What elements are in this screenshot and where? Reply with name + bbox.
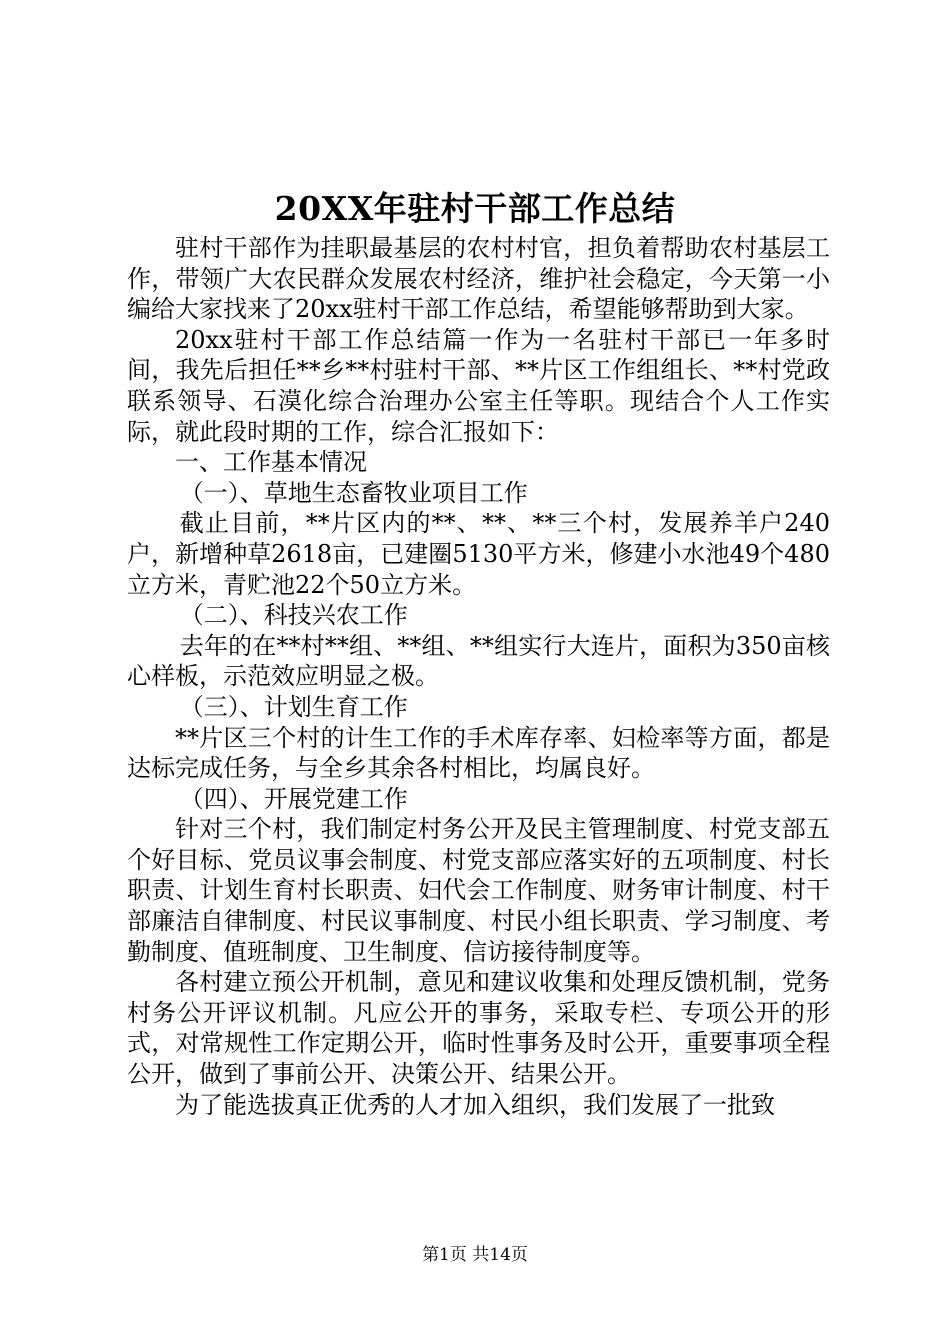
document-title: 20XX年驻村干部工作总结	[274, 189, 676, 228]
paragraph-summary-opening: 20xx驻村干部工作总结篇一作为一名驻村干部已一年多时间，我先后担任**乡**村驻村干部、**片区工作组组长、**村党政联系领导、石漠化综合治理办公室主任等职。现结合个人工作实际，就此段时期的工作，综合汇报如下：	[127, 325, 830, 446]
page-footer: 第1页 共14页	[422, 1245, 528, 1265]
subsection-heading: （四）、开展党建工作	[179, 784, 408, 813]
paragraph: 针对三个村，我们制定村务公开及民主管理制度、村党支部五个好目标、党员议事会制度、村党支部应落实好的五项制度、村长职责、计划生育村长职责、妇代会工作制度、财务审计制度、村干部廉洁自律制度、村民议事制度、村民小组长职责、学习制度、考勤制度、值班制度、卫生制度、信访接待制度等。	[127, 815, 830, 966]
paragraph: 截止目前，**片区内的**、**、**三个村，发展养羊户240户，新增种草2618亩，已建圈5130平方米，修建小水池49个480立方米，青贮池22个50立方米。	[127, 509, 830, 599]
document-body	[127, 233, 830, 1120]
subsection-heading: （三）、计划生育工作	[179, 692, 408, 721]
subsection-heading: （一）、草地生态畜牧业项目工作	[179, 478, 528, 507]
subsection-heading: （二）、科技兴农工作	[179, 601, 408, 630]
paragraph: 为了能选拔真正优秀的人才加入组织，我们发展了一批致	[175, 1090, 775, 1119]
paragraph: **片区三个村的计生工作的手术库存率、妇检率等方面，都是达标完成任务，与全乡其余各村相比，均属良好。	[127, 723, 830, 783]
paragraph: 各村建立预公开机制，意见和建议收集和处理反馈机制，党务村务公开评议机制。凡应公开的事务，采取专栏、专项公开的形式，对常规性工作定期公开，临时性事务及时公开，重要事项全程公开，做到了事前公开、决策公开、结果公开。	[127, 968, 830, 1089]
paragraph: 去年的在**村**组、**组、**组实行大连片，面积为350亩核心样板，示范效应明显之极。	[127, 631, 830, 691]
section-heading: 一、工作基本情况	[175, 448, 367, 477]
paragraph-intro: 驻村干部作为挂职最基层的农村村官，担负着帮助农村基层工作，带领广大农民群众发展农村经济，维护社会稳定，今天第一小编给大家找来了20xx驻村干部工作总结，希望能够帮助到大家。	[127, 234, 830, 324]
